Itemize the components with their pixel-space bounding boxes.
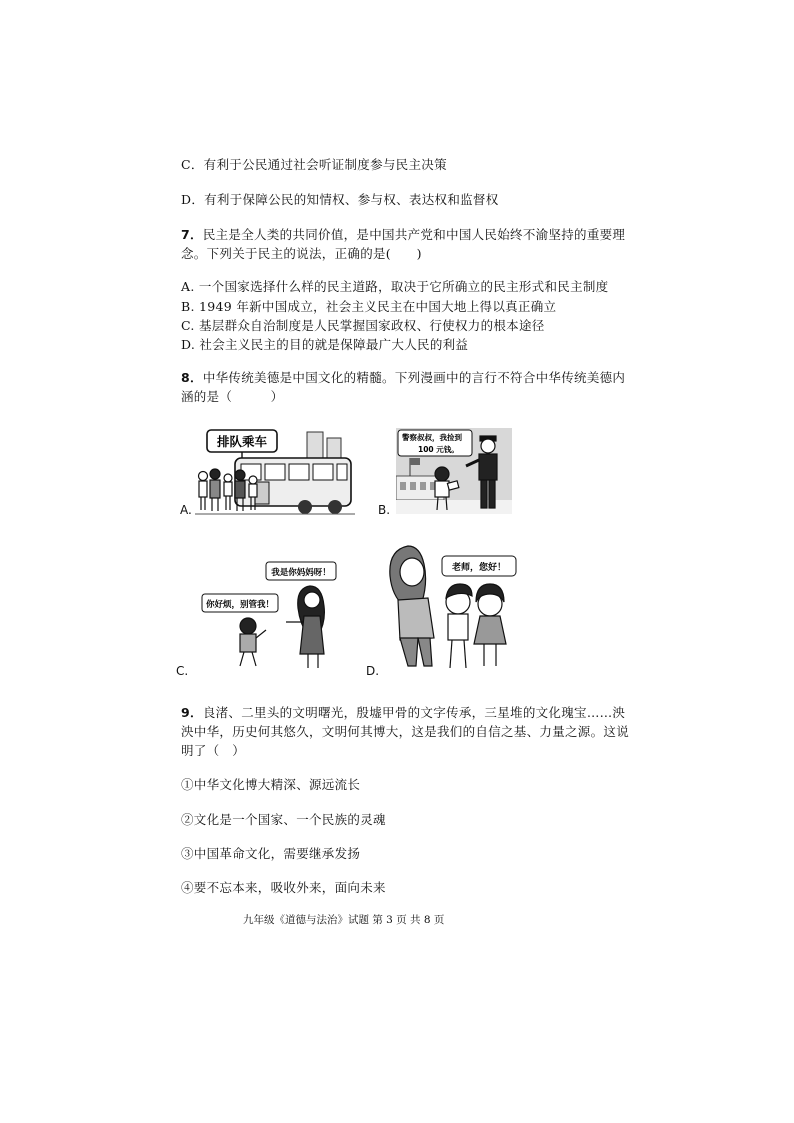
q8-number: 8． bbox=[181, 370, 203, 385]
q9-item-2: ②文化是一个国家、一个民族的灵魂 bbox=[181, 812, 386, 827]
q8-stem-text: 中华传统美德是中国文化的精髓。下列漫画中的言行不符合中华传统美德内 bbox=[202, 370, 626, 385]
comic-a-sign-text: 排队乘车 bbox=[216, 434, 268, 449]
q9-stem-line3: 明了（ ） bbox=[181, 743, 246, 758]
comic-a-bus-queue bbox=[195, 424, 355, 516]
comic-a-label: A. bbox=[180, 503, 192, 517]
q8-stem-line2: 涵的是（ ） bbox=[181, 389, 284, 404]
comic-d-bubble-text: 老师，您好！ bbox=[451, 563, 507, 573]
q9-item-1: ①中华文化博大精深、源远流长 bbox=[181, 777, 361, 792]
q9-item-4: ④要不忘本来，吸收外来，面向未来 bbox=[181, 880, 386, 895]
q7-stem-text: 民主是全人类的共同价值，是中国共产党和中国人民始终不渝坚持的重要理 bbox=[202, 227, 626, 242]
comic-c-bubble-mother: 我是你妈妈呀！ bbox=[271, 568, 331, 578]
q7-number: 7． bbox=[181, 227, 203, 242]
q6-option-d: D．有利于保障公民的知情权、参与权、表达权和监督权 bbox=[181, 192, 499, 207]
q7-option-c: C. 基层群众自治制度是人民掌握国家政权、行使权力的根本途径 bbox=[181, 318, 545, 333]
q9-item-3: ③中国革命文化，需要继承发扬 bbox=[181, 846, 361, 861]
q7-option-b: B. 1949 年新中国成立，社会主义民主在中国大地上得以真正确立 bbox=[181, 299, 557, 314]
comic-b-label: B. bbox=[378, 503, 391, 517]
q8-stem-line1 bbox=[181, 368, 625, 386]
q9-number: 9． bbox=[181, 705, 203, 720]
comic-c-bubble-child: 你好烦，别管我！ bbox=[205, 600, 275, 610]
q7-stem-line1 bbox=[181, 225, 625, 243]
comic-c-rude-child bbox=[200, 560, 340, 672]
q9-stem-text: 良渚、二里头的文明曙光，殷墟甲骨的文字传承，三星堆的文化瑰宝……泱 bbox=[202, 705, 626, 720]
q6-option-c: C．有利于公民通过社会听证制度参与民主决策 bbox=[181, 157, 447, 172]
comic-d-label: D. bbox=[366, 664, 380, 678]
comic-b-found-money bbox=[396, 428, 512, 514]
comic-b-bubble-line2: 100 元钱。 bbox=[418, 445, 459, 454]
q9-stem-line1 bbox=[181, 703, 625, 721]
comic-c-label: C. bbox=[176, 664, 189, 678]
q7-option-a: A. 一个国家选择什么样的民主道路，取决于它所确立的民主形式和民主制度 bbox=[181, 279, 609, 294]
comic-d-greet-teacher bbox=[388, 542, 522, 674]
q7-stem-line2: 念。下列关于民主的说法，正确的是( ) bbox=[181, 246, 422, 261]
page-footer: 九年级《道德与法治》试题 第 3 页 共 8 页 bbox=[243, 914, 445, 926]
q7-option-d: D. 社会主义民主的目的就是保障最广大人民的利益 bbox=[181, 337, 469, 352]
q9-stem-line2: 泱中华，历史何其悠久，文明何其博大，这是我们的自信之基、力量之源。这说 bbox=[181, 724, 630, 739]
comic-b-bubble-line1: 警察叔叔，我捡到 bbox=[402, 433, 462, 442]
